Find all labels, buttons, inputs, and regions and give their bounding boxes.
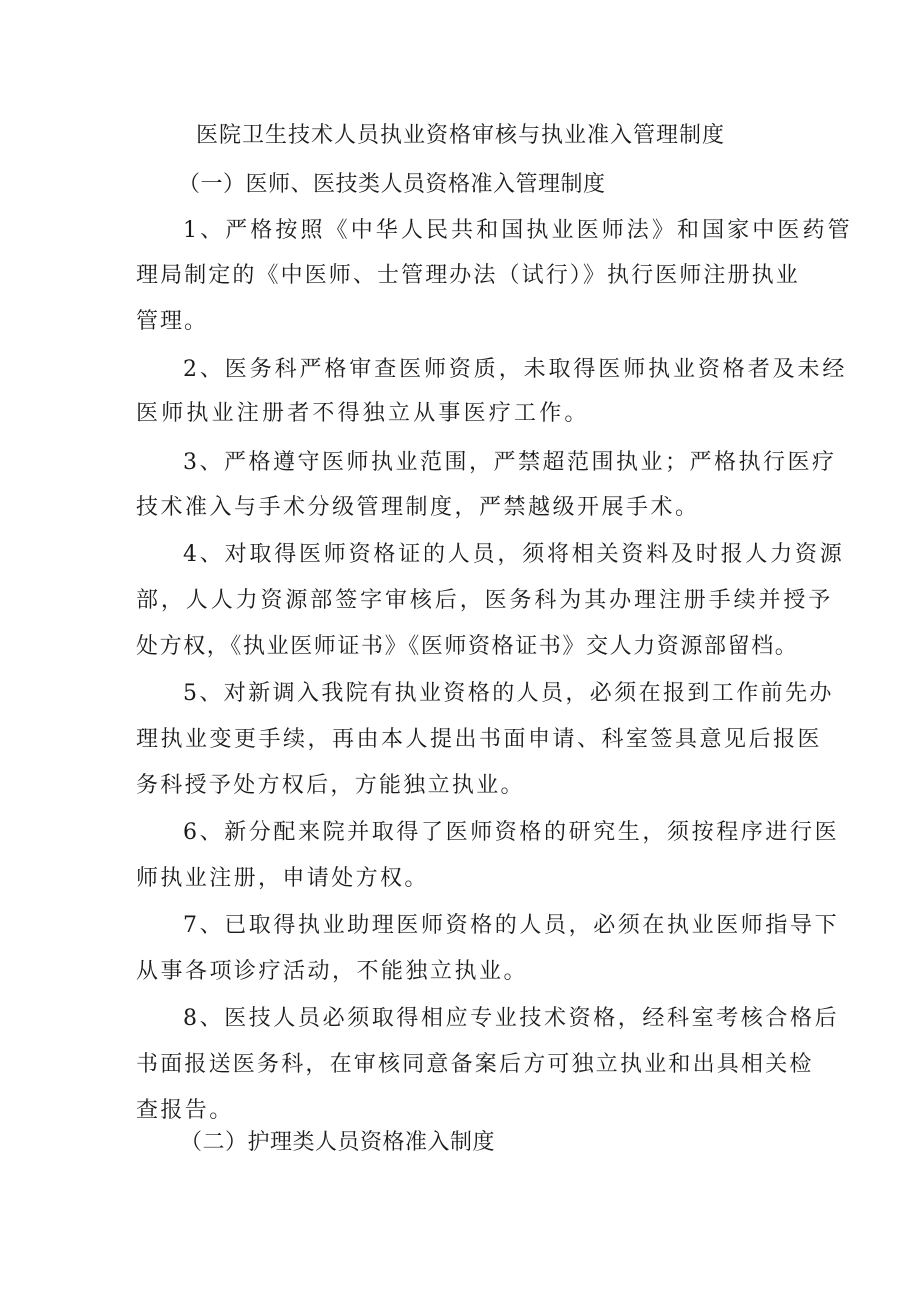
paragraph-line: 1、严格按照《中华人民共和国执业医师法》和国家中医药管 — [183, 218, 853, 243]
section-heading-1: （一）医师、医技类人员资格准入管理制度 — [178, 172, 606, 197]
section-heading-2: （二）护理类人员资格准入制度 — [180, 1130, 496, 1155]
paragraph-line: 处方权，《执业医师证书》《医师资格证书》交人力资源部留档。 — [136, 634, 799, 659]
paragraph-line: 7、已取得执业助理医师资格的人员，必须在执业医师指导下 — [183, 913, 840, 938]
paragraph-line: 4、对取得医师资格证的人员，须将相关资料及时报人力资源 — [183, 542, 845, 567]
paragraph-line: 6、新分配来院并取得了医师资格的研究生，须按程序进行医 — [183, 820, 840, 845]
paragraph-line: 2、医务科严格审查医师资质，未取得医师执业资格者及未经 — [183, 357, 848, 382]
paragraph-line: 医师执业注册者不得独立从事医疗工作。 — [136, 401, 590, 426]
paragraph-line: 5、对新调入我院有执业资格的人员，必须在报到工作前先办 — [183, 681, 834, 706]
paragraph-line: 技术准入与手术分级管理制度，严禁越级开展手术。 — [136, 495, 700, 520]
paragraph-line: 3、严格遵守医师执业范围，严禁超范围执业；严格执行医疗 — [183, 450, 837, 475]
paragraph-line: 从事各项诊疗活动，不能独立执业。 — [136, 959, 529, 984]
paragraph-line: 师执业注册，申请处方权。 — [136, 866, 429, 891]
paragraph-line: 查报告。 — [136, 1098, 234, 1123]
paragraph-line: 理局制定的《中医师、士管理办法（试行）》执行医师注册执业 — [136, 263, 800, 288]
paragraph-line: 务科授予处方权后，方能独立执业。 — [136, 773, 525, 798]
paragraph-line: 书面报送医务科，在审核同意备案后方可独立执业和出具相关检 — [136, 1052, 814, 1077]
document-title: 医院卫生技术人员执业资格审核与执业准入管理制度 — [196, 123, 726, 148]
paragraph-line: 8、医技人员必须取得相应专业技术资格，经科室考核合格后 — [183, 1006, 840, 1031]
paragraph-line: 理执业变更手续，再由本人提出书面申请、科室签具意见后报医 — [136, 727, 823, 752]
paragraph-line: 部，人人力资源部签字审核后，医务科为其办理注册手续并授予 — [136, 588, 834, 613]
paragraph-line: 管理。 — [136, 309, 209, 334]
